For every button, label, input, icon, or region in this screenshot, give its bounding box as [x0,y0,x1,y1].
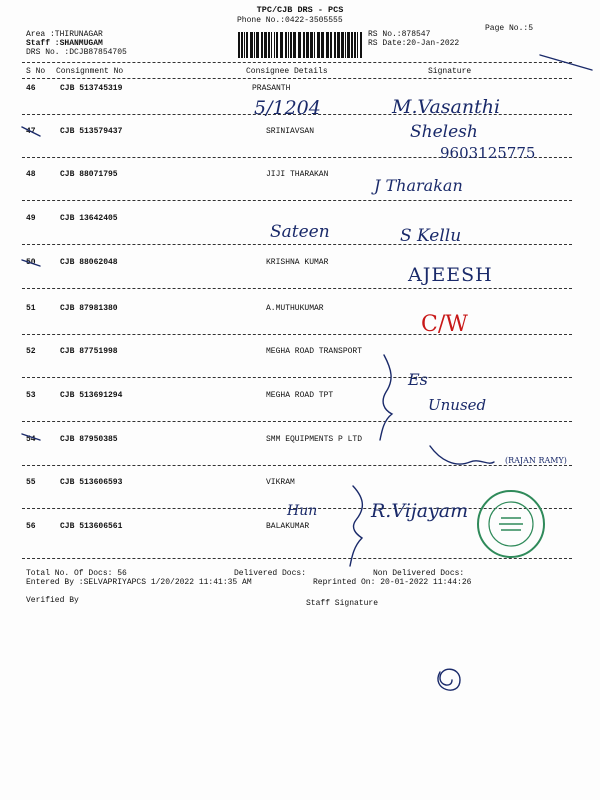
reprinted-on: Reprinted On: 20-01-2022 11:44:26 [313,578,472,587]
phone-number: Phone No.:0422-3505555 [237,16,343,25]
total-docs: Total No. Of Docs: 56 [26,569,127,578]
row-sno: 49 [26,214,36,223]
row-consignment: CJB 88071795 [60,170,118,179]
row-sno: 53 [26,391,36,400]
row-consignee: A.MUTHUKUMAR [266,304,324,313]
row-consignment: CJB 88062048 [60,258,118,267]
row-sno: 47 [26,127,36,136]
column-consignee: Consignee Details [246,67,328,76]
handwritten-signature: AJEESH [408,264,493,286]
barcode-image [237,32,363,58]
handwritten-note: Hun [287,503,318,519]
row-divider [22,377,572,378]
row-sno: 55 [26,478,36,487]
column-divider [22,78,572,79]
table-row [0,170,600,214]
handwritten-signature: R.Vijayam [371,500,469,522]
handwritten-signature: Es [408,370,428,389]
row-consignment: CJB 513579437 [60,127,123,136]
row-consignment: CJB 87751998 [60,347,118,356]
drs-number: DRS No. :DCJB87854705 [26,48,127,57]
column-sno: S No [26,67,46,76]
column-signature: Signature [428,67,472,76]
row-consignee: SMM EQUIPMENTS P LTD [266,435,363,444]
row-consignee: MEGHA ROAD TPT [266,391,334,400]
row-consignee: SRINIAVSAN [266,127,315,136]
non-delivered-docs: Non Delivered Docs: [373,569,465,578]
row-sno: 48 [26,170,36,179]
row-consignee: PRASANTH [252,84,291,93]
row-divider [22,288,572,289]
row-consignee: JIJI THARAKAN [266,170,329,179]
row-sno: 51 [26,304,36,313]
page-number: Page No.:5 [485,24,534,33]
row-sno: 50 [26,258,36,267]
header-divider [22,62,572,63]
handwritten-phone-number: 9603125775 [440,144,536,162]
handwritten-signature: S Kellu [400,226,462,246]
pen-stroke [438,669,460,690]
row-consignment: CJB 87981380 [60,304,118,313]
area-label: Area :THIRUNAGAR [26,30,103,39]
rs-number: RS No.:878547 [368,30,431,39]
staff-label: Staff :SHANMUGAM [26,39,103,48]
handwritten-door-number: 5/1204 [254,97,321,119]
row-sno: 52 [26,347,36,356]
row-consignment: CJB 513606561 [60,522,123,531]
handwritten-signature: M.Vasanthi [392,96,501,118]
row-consignment: CJB 13642405 [60,214,118,223]
row-divider [22,334,572,335]
row-sno: 46 [26,84,36,93]
row-consignment: CJB 513745319 [60,84,123,93]
handwritten-signature: J Tharakan [374,176,463,195]
handwritten-signature: Sateen [270,222,330,242]
handwritten-signature: Shelesh [410,122,478,142]
row-sno: 54 [26,435,36,444]
table-row [0,391,600,435]
column-consignment: Consignment No [56,67,124,76]
verified-by: Verified By [26,596,79,605]
delivered-docs: Delivered Docs: [234,569,307,578]
row-consignment: CJB 87950385 [60,435,118,444]
handwritten-status-mark: C/W [421,312,468,337]
row-divider [22,200,572,201]
row-divider [22,244,572,245]
row-divider [22,421,572,422]
entered-by: Entered By :SELVAPRIYAPCS 1/20/2022 11:41:35 AM [26,578,252,587]
handwritten-note: Unused [428,396,487,414]
office-stamp [475,488,547,560]
row-sno: 56 [26,522,36,531]
row-consignee: BALAKUMAR [266,522,310,531]
rs-date: RS Date:20-Jan-2022 [368,39,460,48]
row-divider [22,465,572,466]
table-row [0,258,600,302]
row-consignee: KRISHNA KUMAR [266,258,329,267]
row-consignee: MEGHA ROAD TRANSPORT [266,347,363,356]
document-title: TPC/CJB DRS - PCS [256,5,344,15]
staff-signature: Staff Signature [306,599,379,608]
row-consignment: CJB 513691294 [60,391,123,400]
table-row [0,304,600,348]
row-consignment: CJB 513606593 [60,478,123,487]
table-row [0,347,600,391]
handwritten-note: (RAJAN RAMY) [505,456,567,465]
row-consignee: VIKRAM [266,478,295,487]
